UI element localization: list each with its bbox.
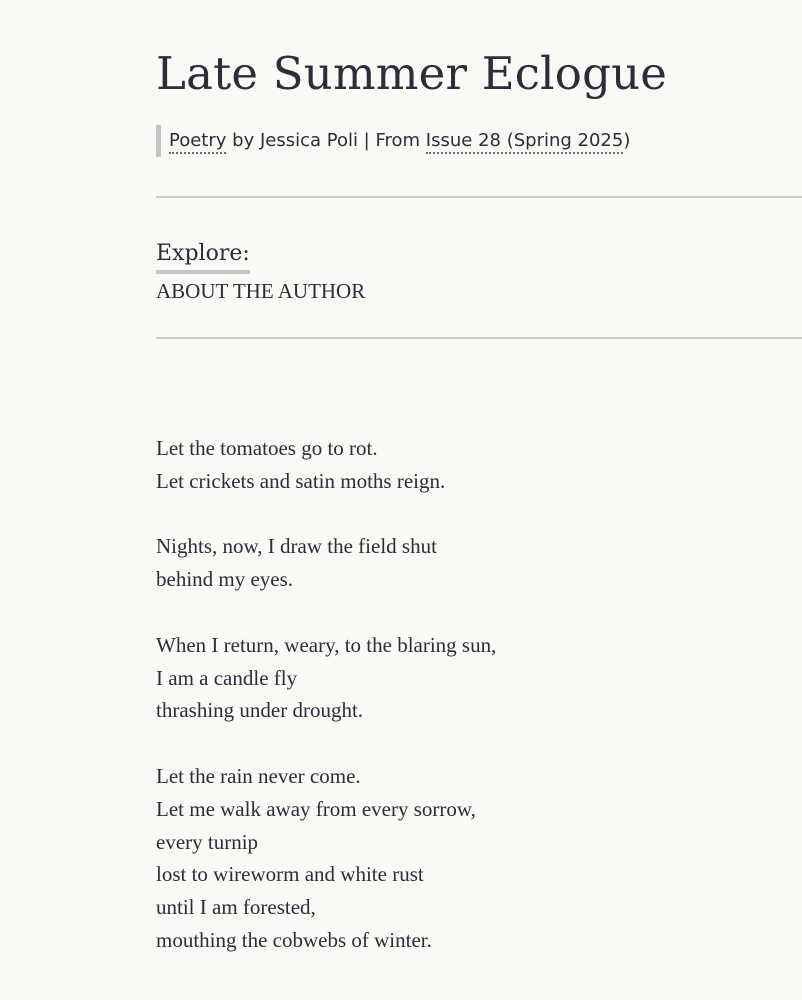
poem-line: until I am forested,: [156, 895, 316, 920]
page-title: Late Summer Eclogue: [156, 47, 668, 100]
stanza: [156, 530, 496, 596]
byline-text: by Jessica Poli | From: [226, 130, 426, 151]
poem-line: thrashing under drought.: [156, 698, 364, 723]
stanza: [156, 629, 496, 727]
byline-close: ): [623, 130, 631, 151]
stanza: [156, 432, 496, 498]
poem-line: Nights, now, I draw the field shut: [156, 534, 437, 559]
poem-line: Let the rain never come.: [156, 763, 361, 788]
about-author-link[interactable]: ABOUT THE AUTHOR: [156, 279, 366, 303]
poem-line: Let crickets and satin moths reign.: [156, 468, 446, 493]
poem-body: [156, 432, 496, 990]
poem-line: mouthing the cobwebs of winter.: [156, 927, 432, 952]
poem-line: Let me walk away from every sorrow,: [156, 796, 476, 821]
category-link[interactable]: Poetry: [169, 130, 226, 154]
divider-bottom: [156, 337, 802, 339]
poem-line: every turnip: [156, 829, 259, 854]
poem-line: behind my eyes.: [156, 567, 294, 592]
divider-top: [156, 196, 802, 198]
poem-line: lost to wireworm and white rust: [156, 862, 424, 887]
poem-line: I am a candle fly: [156, 665, 298, 690]
byline: [156, 125, 630, 157]
explore-heading: Explore:: [156, 238, 250, 274]
poem-line: Let the tomatoes go to rot.: [156, 436, 378, 460]
issue-link[interactable]: Issue 28 (Spring 2025: [426, 130, 624, 154]
stanza: [156, 760, 496, 957]
poem-line: When I return, weary, to the blaring sun,: [156, 632, 497, 657]
